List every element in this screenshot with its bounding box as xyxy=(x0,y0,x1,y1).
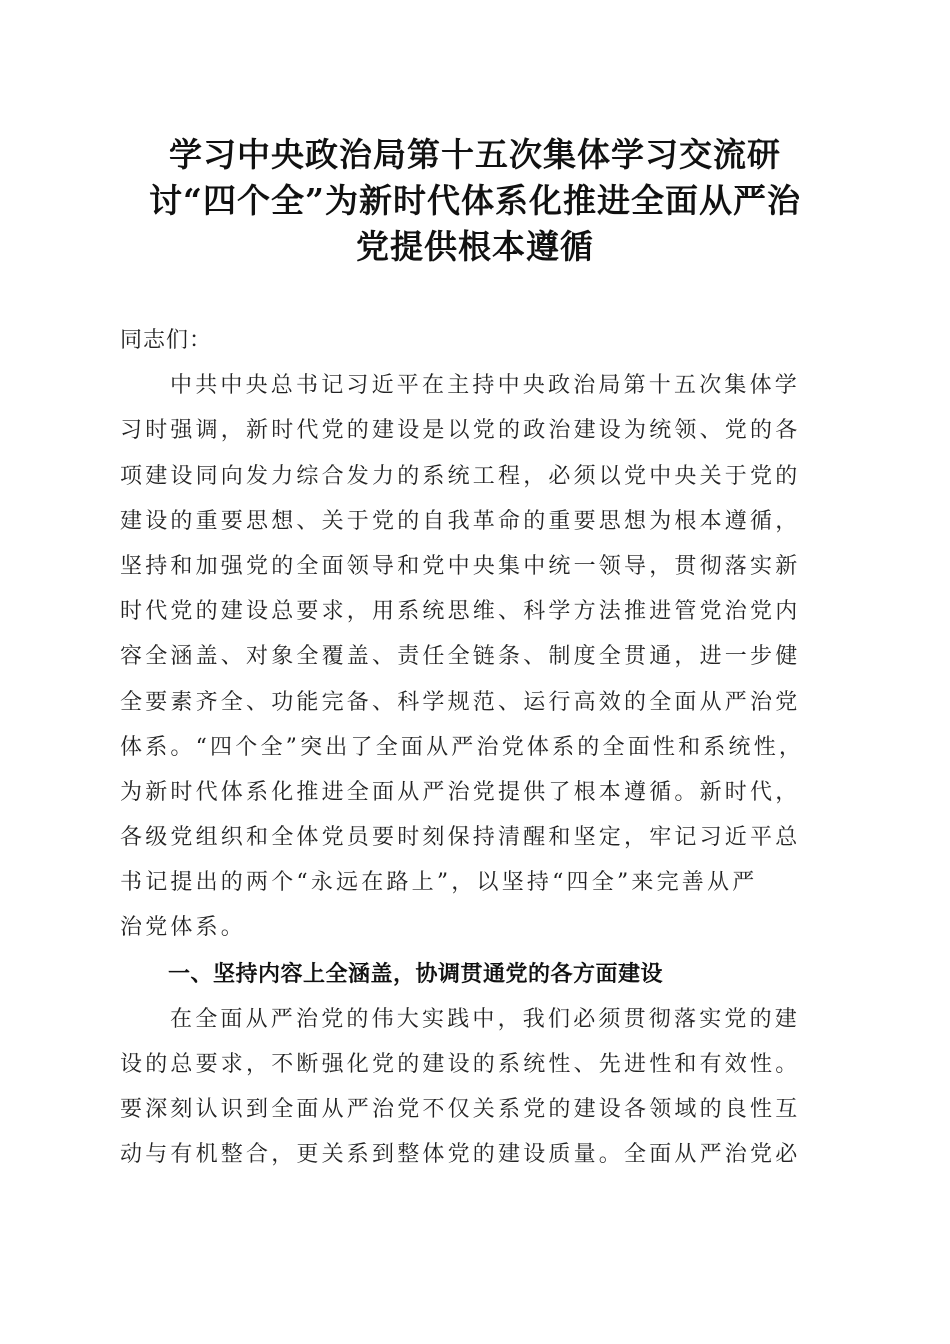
document-body xyxy=(120,318,832,1178)
paragraph-line: 项建设同向发力综合发力的系统工程，必须以党中央关于党的 xyxy=(120,463,801,489)
paragraph-line: 容全涵盖、对象全覆盖、责任全链条、制度全贯通，进一步健 xyxy=(120,644,801,670)
section-heading: 一、坚持内容上全涵盖，协调贯通党的各方面建设 xyxy=(168,961,664,987)
paragraph-line: 要深刻认识到全面从严治党不仅关系党的建设各领域的良性互 xyxy=(120,1097,801,1123)
paragraph-line: 为新时代体系化推进全面从严治党提供了根本遵循。新时代， xyxy=(120,779,801,805)
title-line: 讨“四个全”为新时代体系化推进全面从严治 xyxy=(149,181,801,220)
paragraph-line: 书记提出的两个“永远在路上”，以坚持“四全”来完善从严 xyxy=(120,870,758,896)
title-line: 党提供根本遵循 xyxy=(356,227,594,266)
paragraph-line: 坚持和加强党的全面领导和党中央集中统一领导，贯彻落实新 xyxy=(120,553,801,579)
paragraph-2 xyxy=(120,997,832,1178)
paragraph-line: 各级党组织和全体党员要时刻保持清醒和坚定，牢记习近平总 xyxy=(120,825,801,851)
paragraph-line: 习时强调，新时代党的建设是以党的政治建设为统领、党的各 xyxy=(120,418,801,444)
paragraph-line: 设的总要求，不断强化党的建设的系统性、先进性和有效性。 xyxy=(120,1052,801,1077)
paragraph-line: 建设的重要思想、关于党的自我革命的重要思想为根本遵循， xyxy=(120,508,801,534)
paragraph-line: 时代党的建设总要求，用系统思维、科学方法推进管党治党内 xyxy=(120,599,801,625)
paragraph-1 xyxy=(120,363,832,950)
paragraph-line: 在全面从严治党的伟大实践中，我们必须贯彻落实党的建 xyxy=(170,1006,801,1032)
paragraph-line: 治党体系。 xyxy=(120,915,247,941)
paragraph-line: 体系。“四个全”突出了全面从严治党体系的全面性和系统性， xyxy=(120,734,805,760)
paragraph-line: 动与有机整合，更关系到整体党的建设质量。全面从严治党必 xyxy=(120,1142,801,1168)
paragraph-line: 全要素齐全、功能完备、科学规范、运行高效的全面从严治党 xyxy=(120,689,801,715)
document-title xyxy=(100,132,850,270)
paragraph-line: 中共中央总书记习近平在主持中央政治局第十五次集体学 xyxy=(170,373,801,399)
greeting: 同志们： xyxy=(120,328,213,353)
title-line: 学习中央政治局第十五次集体学习交流研 xyxy=(169,135,781,174)
